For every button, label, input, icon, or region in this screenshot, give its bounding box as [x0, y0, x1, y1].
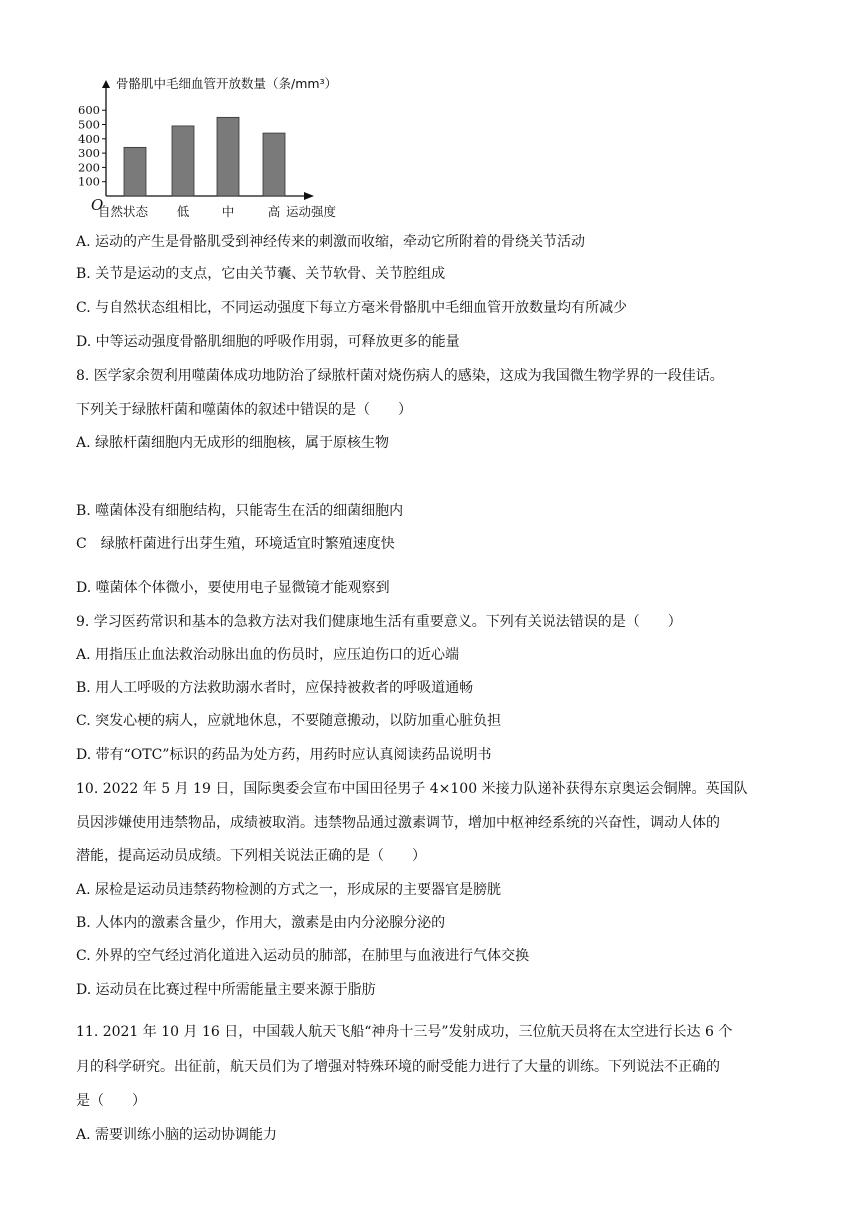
- text-line: 是（ ）: [76, 1093, 146, 1109]
- text-line: 9. 学习医药常识和基本的急救方法对我们健康地生活有重要意义。下列有关说法错误的是（ ）: [76, 614, 682, 630]
- chart-y-label: 骨骼肌中毛细血管开放数量（条/mm³）: [116, 76, 338, 91]
- text-line: 月的科学研究。出征前，航天员们为了增强对特殊环境的耐受能力进行了大量的训练。下列说法不正确的: [76, 1059, 720, 1075]
- chart-x-label: 运动强度: [286, 204, 337, 219]
- y-axis-arrow: [102, 80, 110, 88]
- text-line: A. 运动的产生是骨骼肌受到神经传来的刺激而收缩，牵动它所附着的骨绕关节活动: [76, 234, 586, 250]
- x-category-label: 高: [267, 204, 281, 219]
- text-line: A. 用指压止血法救治动脉出血的伤员时，应压迫伤口的近心端: [76, 647, 460, 663]
- chart-bars: [124, 117, 285, 196]
- y-tick-label: 300: [78, 146, 100, 161]
- y-tick-label: 600: [78, 103, 100, 118]
- text-line: 11. 2021 年 10 月 16 日，中国载人航天飞船“神舟十三号”发射成功，三位航天员将在太空进行长达 6 个: [76, 1024, 733, 1040]
- y-tick-label: 400: [78, 131, 100, 146]
- text-line: 潜能，提高运动员成绩。下列相关说法正确的是（ ）: [76, 848, 426, 864]
- text-line: B. 用人工呼吸的方法救助溺水者时，应保持被救者的呼吸道通畅: [76, 680, 474, 696]
- y-tick-label: 100: [78, 174, 100, 189]
- text-line: A. 绿脓杆菌细胞内无成形的细胞核，属于原核生物: [76, 435, 390, 451]
- chart-ticks: [78, 103, 106, 189]
- text-line: D. 噬菌体个体微小，要使用电子显微镜才能观察到: [76, 580, 390, 596]
- text-line: 8. 医学家余贺利用噬菌体成功地防治了绿脓杆菌对烧伤病人的感染，这成为我国微生物学界的一段佳话。: [76, 368, 724, 384]
- y-tick-label: 500: [78, 117, 100, 132]
- text-line: D. 运动员在比赛过程中所需能量主要来源于脂肪: [76, 982, 376, 998]
- text-line: B. 关节是运动的支点，它由关节囊、关节软骨、关节腔组成: [76, 266, 446, 282]
- text-line: B. 人体内的激素含量少，作用大，激素是由内分泌腺分泌的: [76, 915, 446, 931]
- x-category-label: 中: [221, 204, 235, 219]
- text-line: C. 外界的空气经过消化道进入运动员的肺部，在肺里与血液进行气体交换: [76, 948, 530, 964]
- text-line: A. 需要训练小脑的运动协调能力: [76, 1127, 278, 1143]
- bar: [172, 126, 194, 196]
- text-line: A. 尿检是运动员违禁药物检测的方式之一，形成尿的主要器官是膀胱: [76, 882, 502, 898]
- text-line: D. 中等运动强度骨骼肌细胞的呼吸作用弱，可释放更多的能量: [76, 334, 460, 350]
- bar: [263, 133, 285, 196]
- chart-categories: [98, 204, 280, 219]
- text-line: 员因涉嫌使用违禁物品，成绩被取消。违禁物品通过激素调节，增加中枢神经系统的兴奋性，调动人体的: [76, 815, 720, 831]
- text-line: D. 带有“OTC”标识的药品为处方药，用药时应认真阅读药品说明书: [76, 747, 492, 763]
- x-category-label: 自然状态: [97, 204, 149, 219]
- text-line: B. 噬菌体没有细胞结构，只能寄生在活的细菌细胞内: [76, 503, 404, 519]
- text-line: C 绿脓杆菌进行出芽生殖，环境适宜时繁殖速度快: [76, 536, 395, 552]
- capillary-bar-chart: [78, 68, 368, 220]
- text-line: C. 突发心梗的病人，应就地休息，不要随意搬动，以防加重心脏负担: [76, 713, 502, 729]
- text-line: C. 与自然状态组相比，不同运动强度下每立方毫米骨骼肌中毛细血管开放数量均有所减少: [76, 300, 628, 316]
- x-category-label: 低: [176, 204, 190, 219]
- bar: [124, 147, 146, 196]
- chart-origin-label: O: [91, 196, 104, 214]
- y-tick-label: 200: [78, 160, 100, 175]
- text-line: 下列关于绿脓杆菌和噬菌体的叙述中错误的是（ ）: [76, 402, 412, 418]
- x-axis-arrow: [304, 192, 314, 200]
- text-line: 10. 2022 年 5 月 19 日，国际奥委会宣布中国田径男子 4×100 米接力队递补获得东京奥运会铜牌。英国队: [76, 781, 748, 797]
- bar: [217, 117, 239, 196]
